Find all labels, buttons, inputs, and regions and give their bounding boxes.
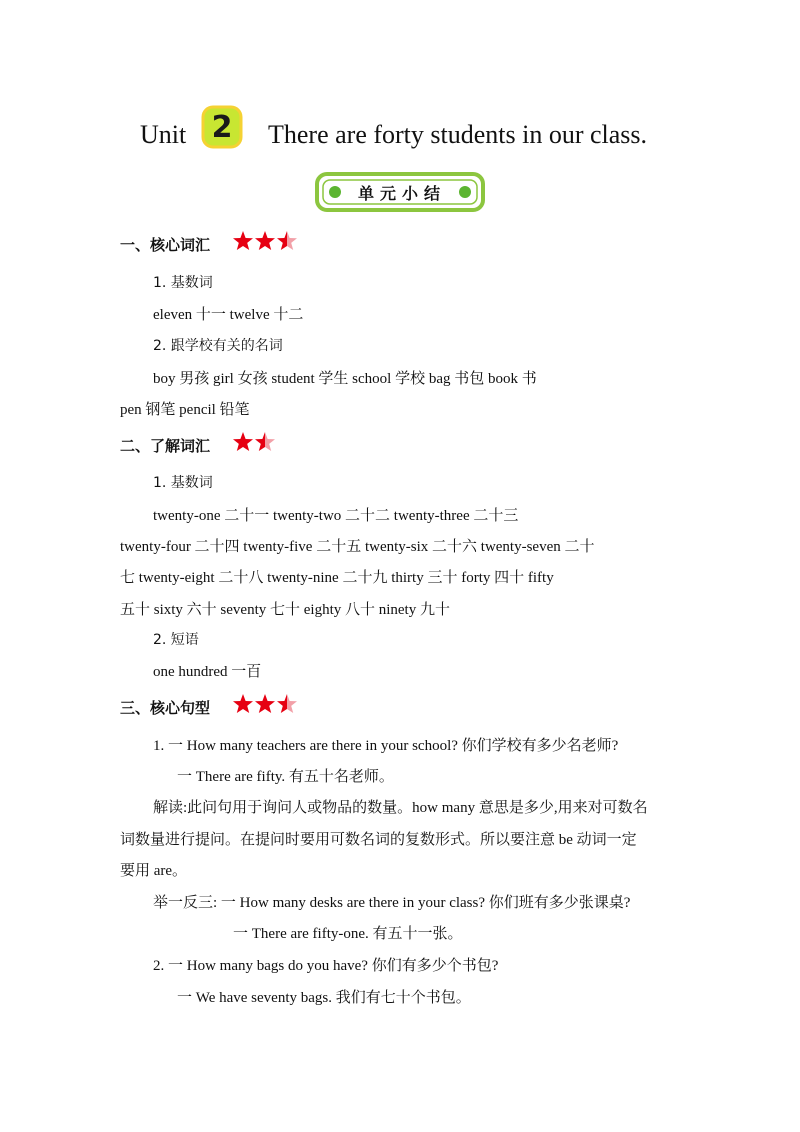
vocab-line: one hundred 一百 [153,664,262,680]
unit-label: Unit [140,120,187,149]
explanation-line: 要用 are。 [120,863,188,879]
vocab-line: pen 钢笔 pencil 铅笔 [120,402,250,418]
star-icon [255,694,275,713]
star-icon [233,432,253,451]
unit-number: 2 [211,109,233,145]
sentence-answer: 一 There are fifty. 有五十名老师。 [177,769,394,785]
subheading: 2. 短语 [153,632,199,648]
section-heading-extra-vocab: 二、了解词汇 [120,437,211,455]
vocab-line: boy 男孩 girl 女孩 student 学生 school 学校 bag 书包 book 书 [153,371,537,387]
star-icon [255,231,275,250]
subheading: 1. 基数词 [153,475,213,491]
section-heading-core-sentences: 三、核心句型 [120,699,211,717]
explanation-line: 词数量进行提问。在提问时要用可数名词的复数形式。所以要注意 be 动词一定 [120,832,637,848]
vocab-line: 七 twenty-eight 二十八 twenty-nine 二十九 thirty 三十 forty 四十 fifty [120,570,554,586]
star-icon [233,231,253,250]
sentence-question: 1. 一 How many teachers are there in your school? 你们学校有多少名老师? [153,738,619,754]
rating-stars [232,230,298,257]
subheading: 1. 基数词 [153,275,213,291]
unit-title-text: There are forty students in our class. [268,120,648,149]
star-icon [277,231,297,250]
sentence-answer: 一 We have seventy bags. 我们有七十个书包。 [177,990,471,1006]
example-question: 举一反三: 一 How many desks are there in your class? 你们班有多少张课桌? [153,895,631,911]
example-answer: 一 There are fifty-one. 有五十一张。 [233,926,463,942]
vocab-line: twenty-four 二十四 twenty-five 二十五 twenty-six 二十六 twenty-seven 二十 [120,539,595,555]
vocab-line: twenty-one 二十一 twenty-two 二十二 twenty-three 二十三 [153,508,519,524]
rating-stars [232,693,298,720]
subheading: 2. 跟学校有关的名词 [153,338,283,354]
unit-number-badge [200,104,244,150]
star-icon [255,432,275,451]
sentence-question: 2. 一 How many bags do you have? 你们有多少个书包? [153,958,499,974]
vocab-line: 五十 sixty 六十 seventy 七十 eighty 八十 ninety 九十 [120,602,450,618]
vocab-line: eleven 十一 twelve 十二 [153,307,304,323]
summary-banner [315,172,485,212]
star-icon [277,694,297,713]
unit-title [0,108,800,164]
star-icon [233,694,253,713]
rating-stars [232,431,276,458]
explanation-line: 解读:此问句用于询问人或物品的数量。how many 意思是多少,用来对可数名 [153,800,648,816]
section-heading-core-vocab: 一、核心词汇 [120,236,211,254]
banner-label: 单元小结 [357,183,446,203]
